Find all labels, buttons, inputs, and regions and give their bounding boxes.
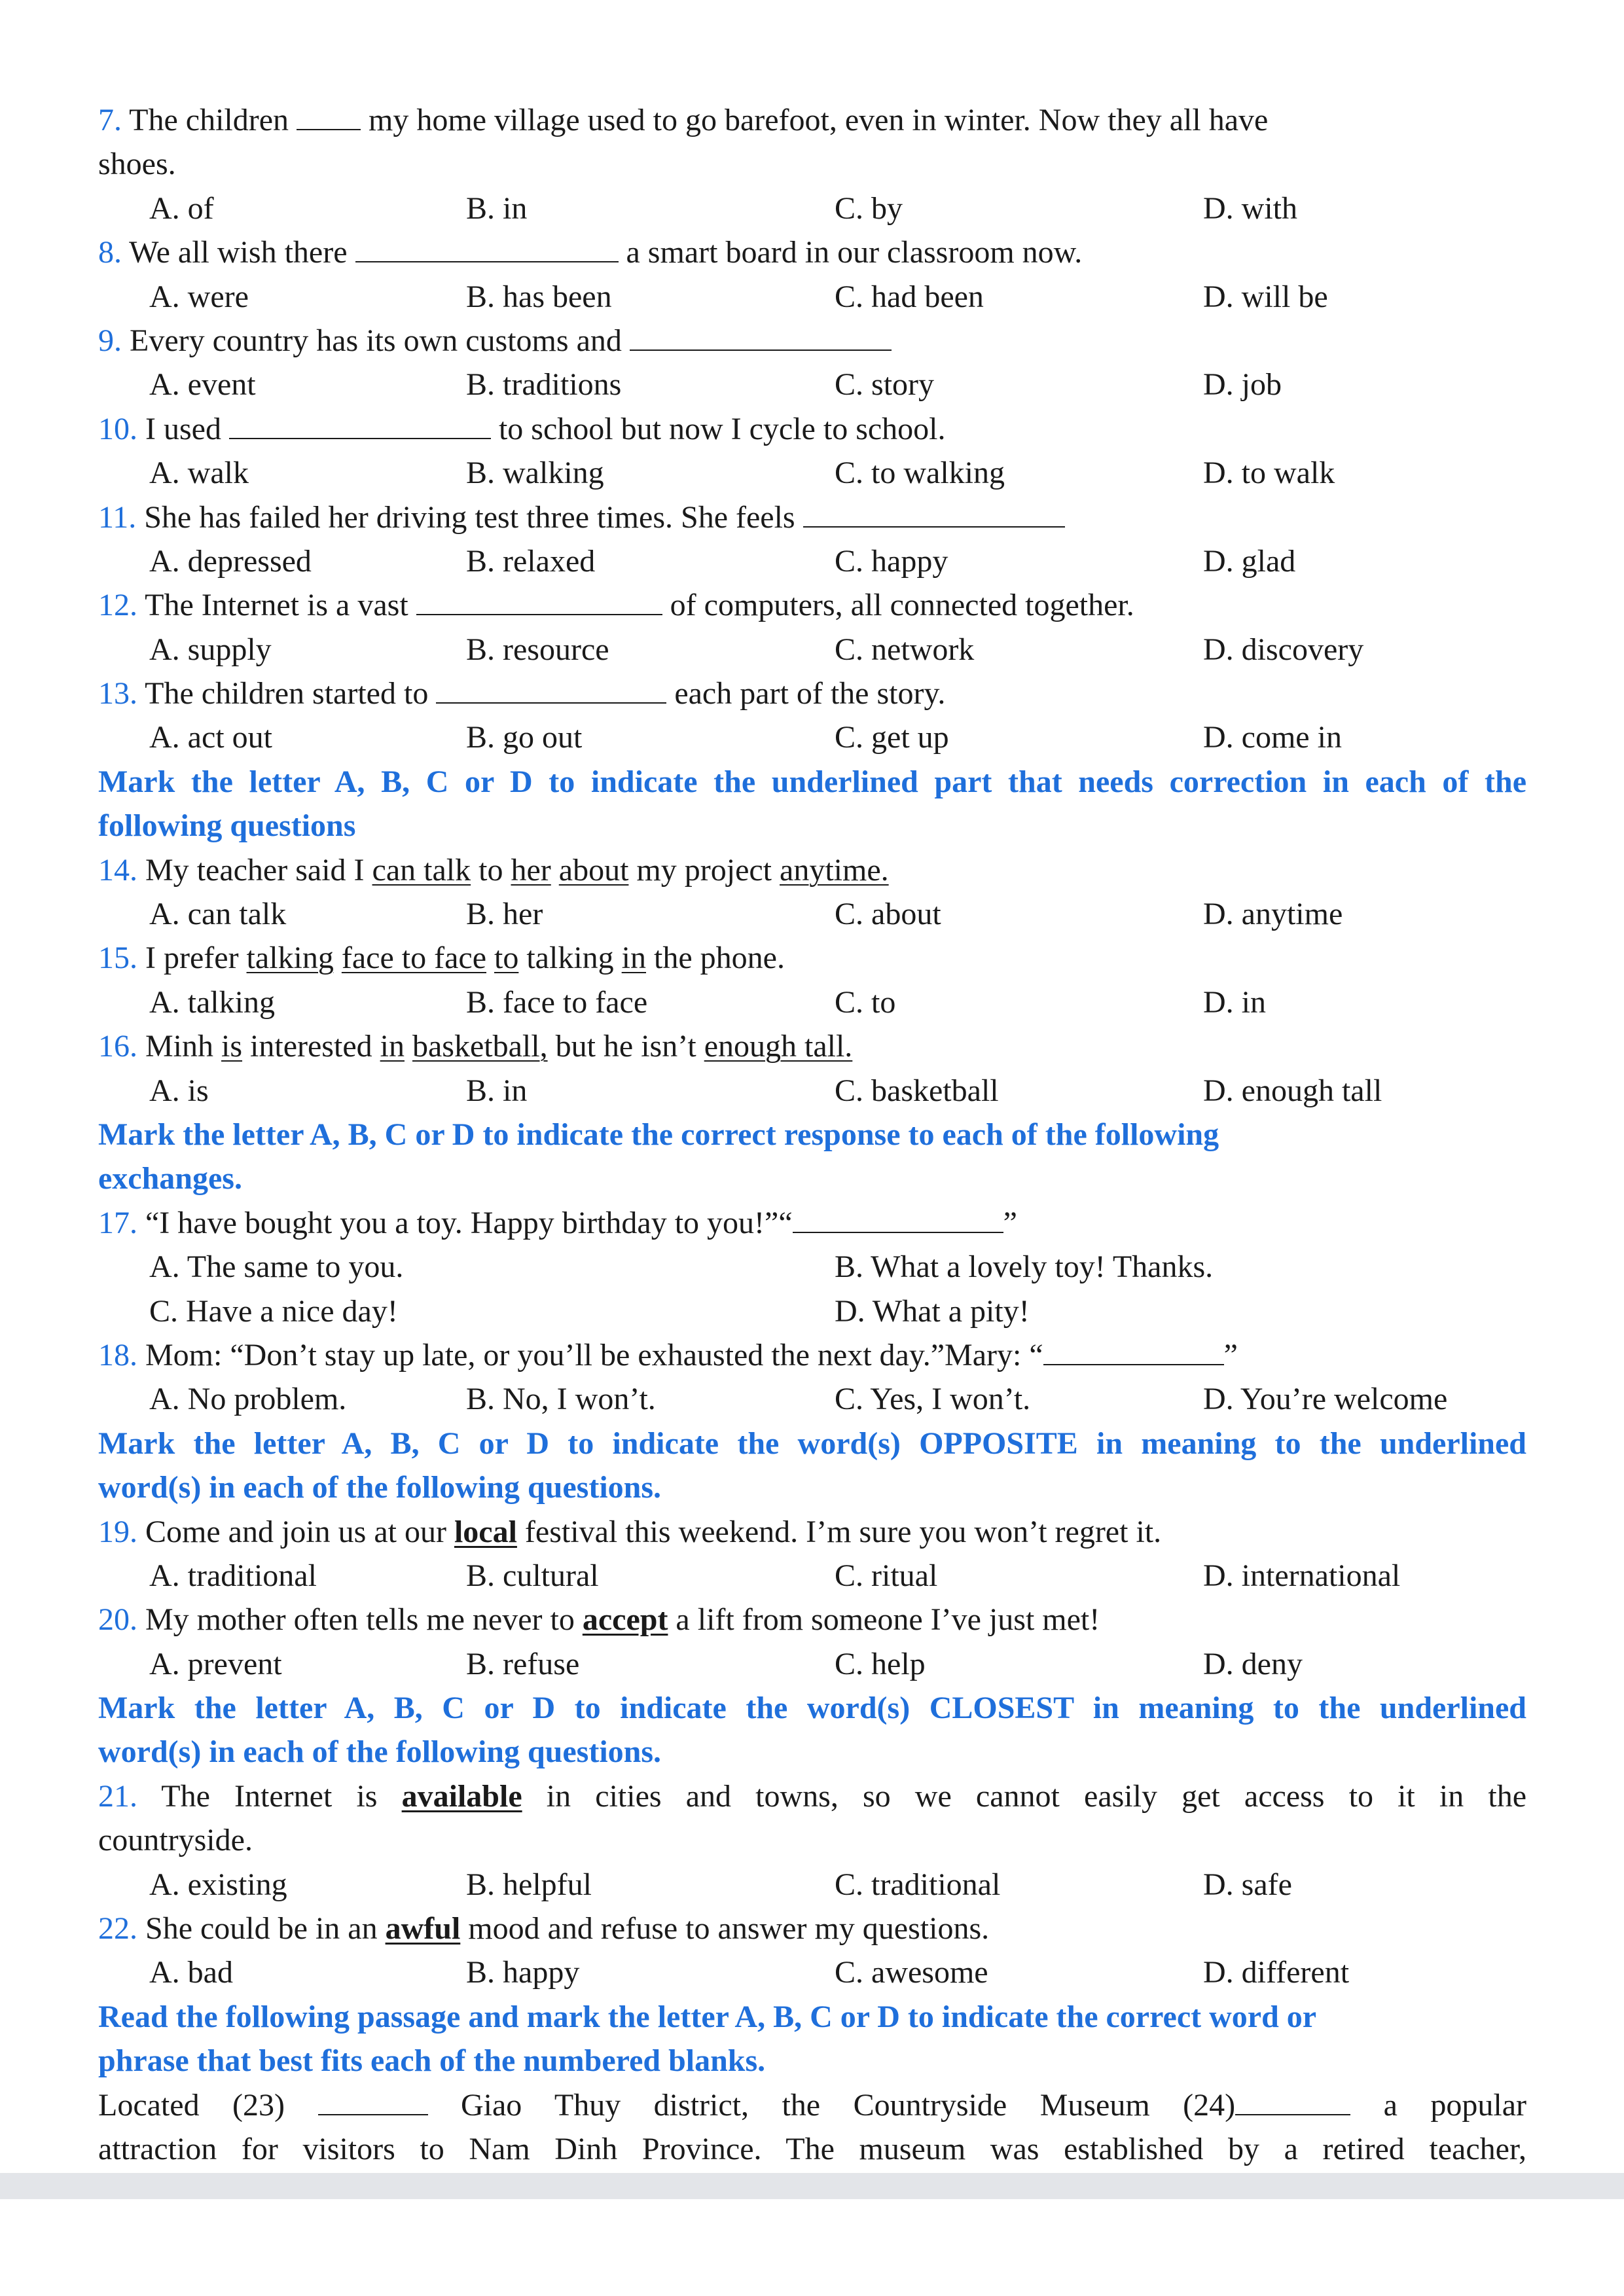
option-d[interactable]: D. discovery bbox=[1203, 632, 1364, 667]
option-b[interactable]: B. cultural bbox=[466, 1558, 599, 1593]
option-a[interactable]: A. No problem. bbox=[149, 1382, 347, 1417]
underlined-part-d: enough tall. bbox=[704, 1029, 853, 1064]
question-10-options bbox=[98, 451, 1526, 495]
option-c[interactable]: C. Yes, I won’t. bbox=[835, 1382, 1031, 1417]
target-word: available bbox=[401, 1778, 522, 1814]
option-c[interactable]: C. had been bbox=[835, 279, 984, 314]
question-17-options-row1 bbox=[98, 1245, 1526, 1289]
option-a[interactable]: A. event bbox=[149, 367, 256, 403]
option-b[interactable]: B. happy bbox=[466, 1955, 580, 1990]
instruction-responses: Mark the letter A, B, C or D to indicate the correct response to each of the following bbox=[98, 1117, 1219, 1152]
option-c[interactable]: C. about bbox=[835, 897, 941, 932]
question-8-options bbox=[98, 275, 1526, 319]
option-a[interactable]: A. can talk bbox=[149, 897, 287, 932]
underlined-part-a: talking bbox=[246, 941, 334, 976]
question-15-options bbox=[98, 980, 1526, 1024]
blank-23[interactable] bbox=[318, 2085, 428, 2115]
option-d[interactable]: D. international bbox=[1203, 1558, 1401, 1593]
option-d[interactable]: D. deny bbox=[1203, 1646, 1303, 1681]
option-a[interactable]: A. traditional bbox=[149, 1558, 317, 1593]
option-a[interactable]: A. supply bbox=[149, 632, 272, 667]
option-b[interactable]: B. relaxed bbox=[466, 543, 596, 579]
underlined-part-c: to bbox=[494, 941, 519, 976]
answer-blank[interactable] bbox=[416, 585, 662, 615]
question-13-options bbox=[98, 715, 1526, 759]
question-number: 9. bbox=[98, 323, 122, 358]
target-word: awful bbox=[385, 1911, 461, 1946]
answer-blank[interactable] bbox=[229, 409, 491, 439]
option-c[interactable]: C. get up bbox=[835, 720, 949, 755]
question-number: 13. bbox=[98, 676, 137, 711]
question-9: 9. Every country has its own customs and bbox=[98, 319, 1526, 363]
option-a[interactable]: A. existing bbox=[149, 1867, 287, 1902]
blank-24[interactable] bbox=[1235, 2085, 1350, 2115]
question-21-continued: countryside. bbox=[98, 1823, 253, 1858]
question-12-options bbox=[98, 628, 1526, 672]
option-a[interactable]: A. The same to you. bbox=[149, 1249, 404, 1285]
option-a[interactable]: A. talking bbox=[149, 984, 275, 1020]
question-18: 18. Mom: “Don’t stay up late, or you’ll be exhausted the next day.”Mary: “ ” bbox=[98, 1333, 1526, 1377]
question-7-options bbox=[98, 187, 1526, 230]
question-number: 12. bbox=[98, 588, 137, 623]
option-c[interactable]: C. ritual bbox=[835, 1558, 938, 1593]
option-b[interactable]: B. in bbox=[466, 1073, 528, 1108]
question-number: 20. bbox=[98, 1602, 137, 1638]
option-c[interactable]: C. by bbox=[835, 190, 903, 226]
option-d[interactable]: D. glad bbox=[1203, 543, 1296, 579]
answer-blank[interactable] bbox=[793, 1203, 1003, 1233]
question-number: 17. bbox=[98, 1205, 137, 1240]
answer-blank[interactable] bbox=[630, 321, 892, 351]
question-17: 17. “I have bought you a toy. Happy birthday to you!”“ ” bbox=[98, 1201, 1526, 1245]
passage-line-1: Located (23) Giao Thuy district, the Countryside Museum (24) a popular bbox=[98, 2083, 1526, 2127]
option-d[interactable]: D. What a pity! bbox=[835, 1293, 1030, 1329]
viewer-background bbox=[0, 2199, 1624, 2296]
question-18-options bbox=[98, 1377, 1526, 1421]
question-19-options bbox=[98, 1554, 1526, 1598]
worksheet-content bbox=[98, 98, 1526, 2171]
question-22-options bbox=[98, 1950, 1526, 1994]
option-b[interactable]: B. face to face bbox=[466, 984, 648, 1020]
question-8: 8. We all wish there a smart board in our classroom now. bbox=[98, 230, 1526, 274]
option-b[interactable]: B. resource bbox=[466, 632, 609, 667]
target-word: local bbox=[454, 1514, 517, 1549]
underlined-part-d: anytime. bbox=[780, 852, 889, 888]
option-c[interactable]: C. help bbox=[835, 1646, 926, 1681]
option-c[interactable]: C. story bbox=[835, 367, 935, 403]
question-10: 10. I used to school but now I cycle to school. bbox=[98, 407, 1526, 451]
question-number: 8. bbox=[98, 235, 122, 270]
question-number: 18. bbox=[98, 1337, 137, 1372]
option-c[interactable]: C. basketball bbox=[835, 1073, 999, 1108]
question-20-options bbox=[98, 1642, 1526, 1686]
question-13: 13. The children started to each part of the story. bbox=[98, 672, 1526, 715]
option-c[interactable]: C. network bbox=[835, 632, 975, 667]
question-11: 11. She has failed her driving test three times. She feels bbox=[98, 495, 1526, 539]
question-21: 21. The Internet is available in cities and towns, so we cannot easily get access to it in the bbox=[98, 1778, 1527, 1814]
option-a[interactable]: A. bad bbox=[149, 1955, 233, 1990]
option-b[interactable]: B. No, I won’t. bbox=[466, 1382, 656, 1417]
page-gap-band bbox=[0, 2173, 1624, 2199]
instruction-error-identification-cont: following questions bbox=[98, 808, 356, 844]
option-a[interactable]: A. act out bbox=[149, 720, 272, 755]
question-17-options-row2 bbox=[98, 1289, 1526, 1333]
question-19: 19. Come and join us at our local festival this weekend. I’m sure you won’t regret it. bbox=[98, 1514, 1162, 1549]
option-c[interactable]: C. to bbox=[835, 984, 896, 1020]
option-d[interactable]: D. You’re welcome bbox=[1203, 1382, 1448, 1417]
option-a[interactable]: A. were bbox=[149, 279, 249, 314]
question-16-options bbox=[98, 1069, 1526, 1113]
instruction-error-identification: Mark the letter A, B, C or D to indicate the underlined part that needs correction in each of the bbox=[98, 764, 1526, 799]
question-number: 22. bbox=[98, 1911, 137, 1946]
underlined-part-a: is bbox=[221, 1029, 243, 1064]
option-b[interactable]: B. her bbox=[466, 897, 543, 932]
question-21-options bbox=[98, 1863, 1526, 1907]
option-a[interactable]: A. prevent bbox=[149, 1646, 282, 1681]
underlined-part-a: can talk bbox=[372, 852, 471, 888]
underlined-part-c: about bbox=[558, 852, 629, 888]
instruction-passage-cont: phrase that best fits each of the numbered blanks. bbox=[98, 2043, 766, 2079]
option-a[interactable]: A. walk bbox=[149, 456, 249, 491]
option-b[interactable]: B. refuse bbox=[466, 1646, 580, 1681]
question-number: 10. bbox=[98, 411, 137, 446]
question-12: 12. The Internet is a vast of computers, all connected together. bbox=[98, 583, 1526, 627]
option-d[interactable]: D. with bbox=[1203, 190, 1297, 226]
question-14-options bbox=[98, 892, 1526, 936]
option-d[interactable]: D. safe bbox=[1203, 1867, 1292, 1902]
question-number: 11. bbox=[98, 499, 137, 535]
instruction-closest-cont: word(s) in each of the following questions. bbox=[98, 1734, 662, 1770]
option-c[interactable]: C. happy bbox=[835, 543, 948, 579]
answer-blank[interactable] bbox=[1043, 1335, 1224, 1365]
instruction-opposite-cont: word(s) in each of the following questions. bbox=[98, 1470, 662, 1505]
question-number: 16. bbox=[98, 1029, 137, 1064]
question-22: 22. She could be in an awful mood and refuse to answer my questions. bbox=[98, 1911, 990, 1946]
option-b[interactable]: B. has been bbox=[466, 279, 612, 314]
instruction-passage: Read the following passage and mark the letter A, B, C or D to indicate the correct word or bbox=[98, 1999, 1317, 2034]
question-9-options bbox=[98, 363, 1526, 406]
instruction-responses-cont: exchanges. bbox=[98, 1161, 242, 1196]
answer-blank[interactable] bbox=[803, 497, 1065, 528]
question-number: 19. bbox=[98, 1514, 137, 1549]
underlined-part-c: basketball, bbox=[412, 1029, 548, 1064]
question-14: 14. My teacher said I can talk to her about my project anytime. bbox=[98, 852, 889, 888]
option-a[interactable]: A. depressed bbox=[149, 543, 312, 579]
answer-blank[interactable] bbox=[355, 232, 619, 262]
question-15: 15. I prefer talking face to face to talking in the phone. bbox=[98, 941, 785, 976]
question-16: 16. Minh is interested in basketball, but he isn’t enough tall. bbox=[98, 1029, 853, 1064]
question-11-options bbox=[98, 539, 1526, 583]
question-20: 20. My mother often tells me never to accept a lift from someone I’ve just met! bbox=[98, 1602, 1100, 1638]
underlined-part-b: in bbox=[380, 1029, 405, 1064]
option-c[interactable]: C. to walking bbox=[835, 456, 1005, 491]
underlined-part-b: face to face bbox=[341, 941, 486, 976]
underlined-part-d: in bbox=[621, 941, 646, 976]
option-a[interactable]: A. of bbox=[149, 190, 214, 226]
option-d[interactable]: D. in bbox=[1203, 984, 1266, 1020]
option-d[interactable]: D. job bbox=[1203, 367, 1282, 403]
question-number: 15. bbox=[98, 941, 137, 976]
option-d[interactable]: D. will be bbox=[1203, 279, 1328, 314]
question-number: 14. bbox=[98, 852, 137, 888]
option-d[interactable]: D. anytime bbox=[1203, 897, 1343, 932]
option-d[interactable]: D. come in bbox=[1203, 720, 1342, 755]
answer-blank[interactable] bbox=[297, 100, 361, 130]
question-number: 21. bbox=[98, 1778, 137, 1814]
question-7-continued: shoes. bbox=[98, 147, 176, 182]
answer-blank[interactable] bbox=[436, 673, 666, 704]
option-b[interactable]: B. traditions bbox=[466, 367, 622, 403]
question-number: 7. bbox=[98, 103, 122, 137]
option-d[interactable]: D. enough tall bbox=[1203, 1073, 1382, 1108]
option-c[interactable]: C. traditional bbox=[835, 1867, 1001, 1902]
instruction-opposite: Mark the letter A, B, C or D to indicate the word(s) OPPOSITE in meaning to the underlined bbox=[98, 1426, 1526, 1461]
option-b[interactable]: B. What a lovely toy! Thanks. bbox=[835, 1249, 1214, 1285]
underlined-part-b: her bbox=[511, 852, 551, 888]
option-a[interactable]: A. is bbox=[149, 1073, 209, 1108]
option-d[interactable]: D. to walk bbox=[1203, 456, 1335, 491]
option-b[interactable]: B. helpful bbox=[466, 1867, 592, 1902]
instruction-closest: Mark the letter A, B, C or D to indicate the word(s) CLOSEST in meaning to the underlined bbox=[98, 1691, 1526, 1726]
option-c[interactable]: C. Have a nice day! bbox=[149, 1293, 398, 1329]
option-c[interactable]: C. awesome bbox=[835, 1955, 988, 1990]
option-b[interactable]: B. go out bbox=[466, 720, 583, 755]
option-b[interactable]: B. in bbox=[466, 190, 528, 226]
passage-line-2: attraction for visitors to Nam Dinh Province. The museum was established by a retired teacher, bbox=[98, 2131, 1526, 2166]
question-7: 7. The children my home village used to go barefoot, even in winter. Now they all have bbox=[98, 98, 1526, 142]
target-word: accept bbox=[582, 1602, 668, 1638]
option-d[interactable]: D. different bbox=[1203, 1955, 1350, 1990]
option-b[interactable]: B. walking bbox=[466, 456, 604, 491]
